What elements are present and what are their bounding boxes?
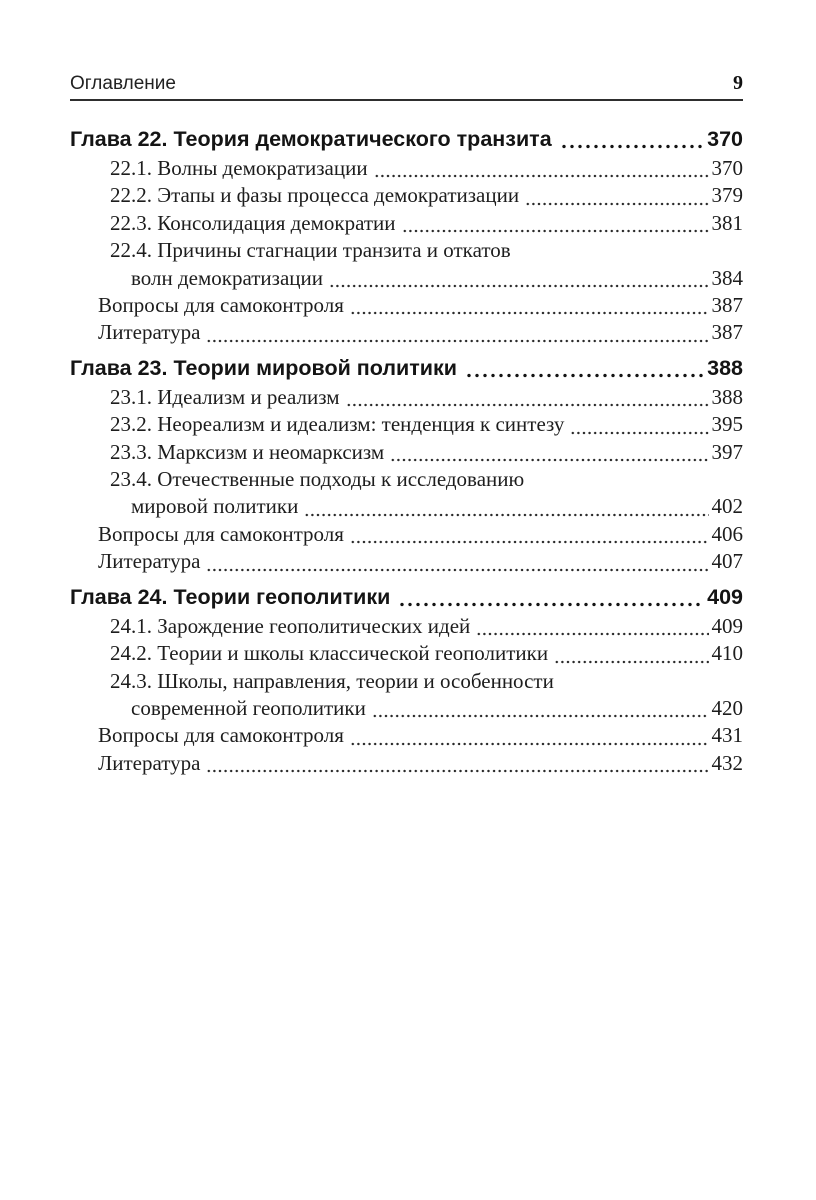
toc	[70, 124, 743, 777]
toc-entry-row	[70, 237, 743, 264]
entry-page-number: 409	[711, 613, 743, 638]
entry-page-number: 387	[711, 320, 743, 345]
dot-leader	[402, 229, 709, 233]
toc-chapter	[70, 353, 743, 576]
dot-leader	[329, 284, 709, 288]
dot-leader	[372, 714, 709, 718]
dot-leader	[560, 144, 703, 149]
entry-page-number: 381	[711, 210, 743, 235]
entry-title: мировой политики	[131, 494, 299, 519]
dot-leader	[350, 540, 709, 544]
entry-title: Вопросы для самоконтроля	[98, 521, 344, 546]
entry-title: 22.4. Причины стагнации транзита и откатов	[110, 238, 511, 263]
running-head	[70, 73, 743, 101]
toc-entry-row	[70, 210, 743, 237]
dot-leader	[476, 632, 708, 636]
dot-leader	[304, 513, 708, 517]
entry-title: 23.4. Отечественные подходы к исследованию	[110, 467, 525, 492]
entry-page-number: 402	[711, 494, 743, 519]
entry-title: волн демократизации	[131, 265, 323, 290]
chapter-page-number: 409	[707, 584, 743, 609]
entry-page-number: 397	[711, 439, 743, 464]
entry-title: 22.2. Этапы и фазы процесса демократизации	[110, 183, 520, 208]
dot-leader	[398, 602, 703, 607]
running-head-title: Оглавление	[70, 73, 176, 94]
toc-entry-row	[70, 750, 743, 777]
toc-entry-row	[70, 155, 743, 182]
dot-leader	[350, 742, 709, 746]
dot-leader	[206, 339, 708, 343]
dot-leader	[346, 403, 709, 407]
entry-page-number: 407	[711, 549, 743, 574]
toc-entry-row	[70, 265, 743, 292]
entry-page-number: 406	[711, 521, 743, 546]
entry-title: 24.2. Теории и школы классической геополитики	[110, 641, 549, 666]
entry-title: Вопросы для самоконтроля	[98, 293, 344, 318]
entry-page-number: 410	[711, 641, 743, 666]
entry-title: 23.1. Идеализм и реализм	[110, 384, 340, 409]
toc-entry-row	[70, 319, 743, 346]
entry-title: 22.1. Волны демократизации	[110, 156, 368, 180]
entry-page-number: 388	[711, 384, 743, 409]
toc-entry-row	[70, 384, 743, 411]
chapter-page-number: 388	[707, 355, 743, 380]
entry-title: 23.3. Марксизм и неомарксизм	[110, 439, 385, 464]
toc-entry-row	[70, 722, 743, 749]
toc-entry-row	[70, 292, 743, 319]
dot-leader	[570, 431, 708, 435]
entry-page-number: 387	[711, 293, 743, 318]
entry-title: 24.1. Зарождение геополитических идей	[110, 613, 471, 638]
entry-title: Литература	[98, 549, 201, 574]
dot-leader	[390, 458, 708, 462]
entry-page-number: 432	[711, 750, 743, 775]
toc-chapter	[70, 124, 743, 347]
toc-entry-row	[70, 640, 743, 667]
entry-title: Вопросы для самоконтроля	[98, 723, 344, 748]
chapter-heading-row	[70, 582, 743, 612]
chapter-page-number: 370	[707, 127, 743, 151]
chapter-title: Глава 24. Теории геополитики	[70, 584, 391, 609]
chapter-title: Глава 22. Теория демократического транзита	[70, 127, 552, 151]
toc-entry-row	[70, 613, 743, 640]
toc-entry-row	[70, 466, 743, 493]
dot-leader	[350, 311, 709, 315]
chapter-heading-row	[70, 353, 743, 383]
entry-title: 22.3. Консолидация демократии	[110, 210, 396, 235]
entry-title: Литература	[98, 320, 201, 345]
dot-leader	[206, 769, 708, 773]
dot-leader	[525, 202, 708, 206]
dot-leader	[465, 373, 703, 378]
toc-entry-row	[70, 521, 743, 548]
chapter-heading-row	[70, 124, 743, 154]
toc-entry-row	[70, 548, 743, 575]
entry-page-number: 395	[711, 412, 743, 437]
entry-page-number: 384	[711, 265, 743, 290]
toc-entry-row	[70, 493, 743, 520]
toc-entry-row	[70, 439, 743, 466]
dot-leader	[554, 660, 708, 664]
entry-title: 24.3. Школы, направления, теории и особенности	[110, 668, 554, 693]
toc-chapter	[70, 582, 743, 777]
entry-title: современной геополитики	[131, 695, 366, 720]
entry-page-number: 370	[711, 156, 743, 180]
running-head-page-number: 9	[733, 72, 743, 94]
toc-entry-row	[70, 695, 743, 722]
entry-page-number: 379	[711, 183, 743, 208]
toc-entry-row	[70, 182, 743, 209]
entry-title: 23.2. Неореализм и идеализм: тенденция к синтезу	[110, 412, 565, 437]
entry-title: Литература	[98, 750, 201, 775]
toc-entry-row	[70, 668, 743, 695]
dot-leader	[374, 174, 709, 178]
dot-leader	[206, 568, 708, 572]
chapter-title: Глава 23. Теории мировой политики	[70, 355, 457, 380]
entry-page-number: 431	[711, 723, 743, 748]
toc-entry-row	[70, 411, 743, 438]
entry-page-number: 420	[711, 695, 743, 720]
